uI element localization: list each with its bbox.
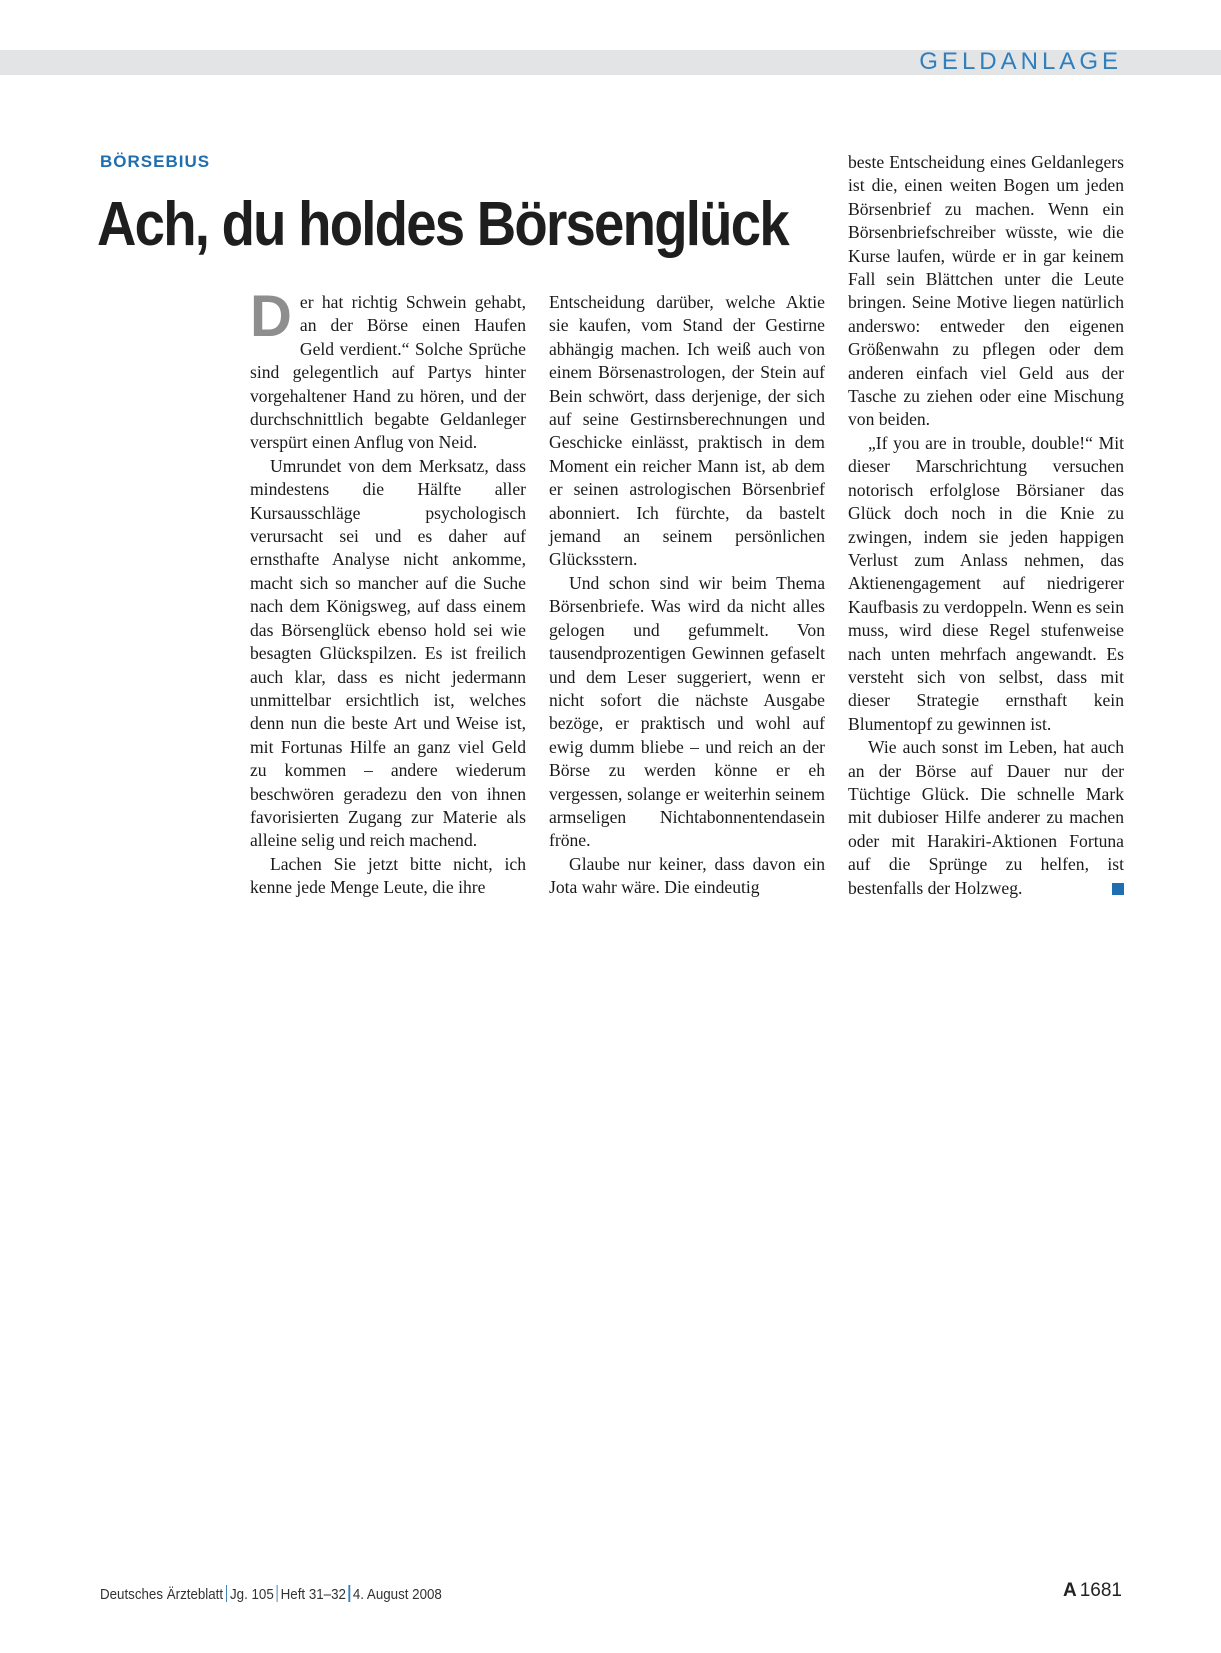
section-label: GELDANLAGE [919,48,1122,75]
paragraph-1-text: er hat richtig Schwein gehabt, an der Börse einen Haufen Geld verdient.“ Solche Sprüche sind gelegentlich auf Partys hinter vorgehaltener Hand zu hören, und der durchschnittlich begabte Geldanleger verspürt einen Anflug von Neid. [250,292,526,453]
paragraph-5: Glaube nur keiner, dass davon ein Jota wahr wäre. Die eindeutig [549,853,825,898]
paragraph-6: „If you are in trouble, double!“ Mit dieser Marschrichtung versuchen notorisch erfolglose Börsianer das Glück doch noch in die Knie zu zwingen, indem sie jeden happigen Verlust zum Anlass nehmen, das Aktienengagement auf niedrigerer Kaufbasis zu verdoppeln. Wenn es sein muss, wird diese Regel stufenweise nach unten mehrfach angewandt. Es versteht sich von selbst, dass mit dieser Strategie ernsthaft kein Blumentopf zu gewinnen ist. [848,432,1124,734]
issue: Heft 31–32 [280,1587,346,1603]
journal-name: Deutsches Ärzteblatt [100,1587,224,1603]
text-column-3 [848,151,1124,900]
paragraph-3-continued: Entscheidung darüber, welche Aktie sie kaufen, vom Stand der Gestirne abhängig machen. Ich weiß auch von einem Börsenastrologen, der Stein auf Bein schwört, dass derjenige, der sich auf seine Gestirnsberechnungen und Geschicke einlässt, praktisch in dem Moment ein reicher Mann ist, ab dem er seinen astrologischen Börsenbrief abonniert. Ich fürchte, da bastelt jemand an seinem persönlichen Glücksstern. [549,292,825,570]
paragraph-7 [848,736,1124,900]
article-title: Ach, du holdes Börsenglück [97,190,788,259]
drop-cap: D [250,284,292,349]
issue-date: 4. August 2008 [352,1587,442,1603]
page-prefix: A [1062,1580,1077,1601]
volume: Jg. 105 [229,1587,274,1603]
page-number-value: 1681 [1079,1580,1122,1601]
paragraph-2: Umrundet von dem Merksatz, dass mindestens die Hälfte aller Kursausschläge psychologisch verursacht sei und es daher auf ernsthafte Analyse nicht ankomme, macht sich so mancher auf die Suche nach dem Königsweg, auf dass einem das Börsenglück ebenso hold sei wie besagten Glückspilzen. Es ist freilich auch klar, dass es nicht jedermann unmittelbar ersichtlich ist, welches denn nun die beste Art und Weise ist, mit Fortunas Hilfe an ganz viel Geld zu kommen – andere wiederum beschwören geradezu den von ihnen favorisierten Zugang zur Materie als alleine selig und reich machend. [250,455,526,851]
footer-divider [277,1585,278,1602]
text-column-1 [250,284,526,900]
article-kicker: BÖRSEBIUS [100,152,211,171]
end-of-article-square-icon [1112,883,1124,895]
text-column-2 [549,291,825,900]
paragraph-5-continued: beste Entscheidung eines Geldanlegers ist die, einen weiten Bogen um jeden Börsenbrief zu machen. Wenn ein Börsenbriefschreiber wüsste, wie die Kurse laufen, würde er in gar keinem Fall sein Blättchen unter die Leute bringen. Seine Motive liegen natürlich anderswo: entweder den eigenen Größenwahn zu pflegen oder dem anderen einfach viel Geld aus der Tasche zu ziehen oder eine Mischung von beiden. [848,152,1124,430]
paragraph-3: Lachen Sie jetzt bitte nicht, ich kenne jede Menge Leute, die ihre [250,853,526,898]
paragraph-4: Und schon sind wir beim Thema Börsenbriefe. Was wird da nicht alles gelogen und gefummelt. Von tausendprozentigen Gewinnen gefaselt und dem Leser suggeriert, wenn er nicht sofort die nächste Ausgabe bezöge, er praktisch und wohl auf ewig dumm bliebe – und reich an der Börse zu werden könne er eh vergessen, solange er weiterhin seinem armseligen Nichtabonnentendasein fröne. [549,572,825,851]
footer-divider [349,1585,350,1602]
paragraph-7-text: Wie auch sonst im Leben, hat auch an der Börse auf Dauer nur der Tüchtige Glück. Die schnelle Mark mit dubioser Hilfe anderer zu machen oder mit Harakiri-Aktionen Fortuna auf die Sprünge zu helfen, ist bestenfalls der Holzweg. [848,737,1124,898]
footer-citation [100,1585,442,1603]
page-number [1063,1580,1122,1602]
paragraph-1 [250,284,526,455]
footer-divider [226,1585,227,1602]
